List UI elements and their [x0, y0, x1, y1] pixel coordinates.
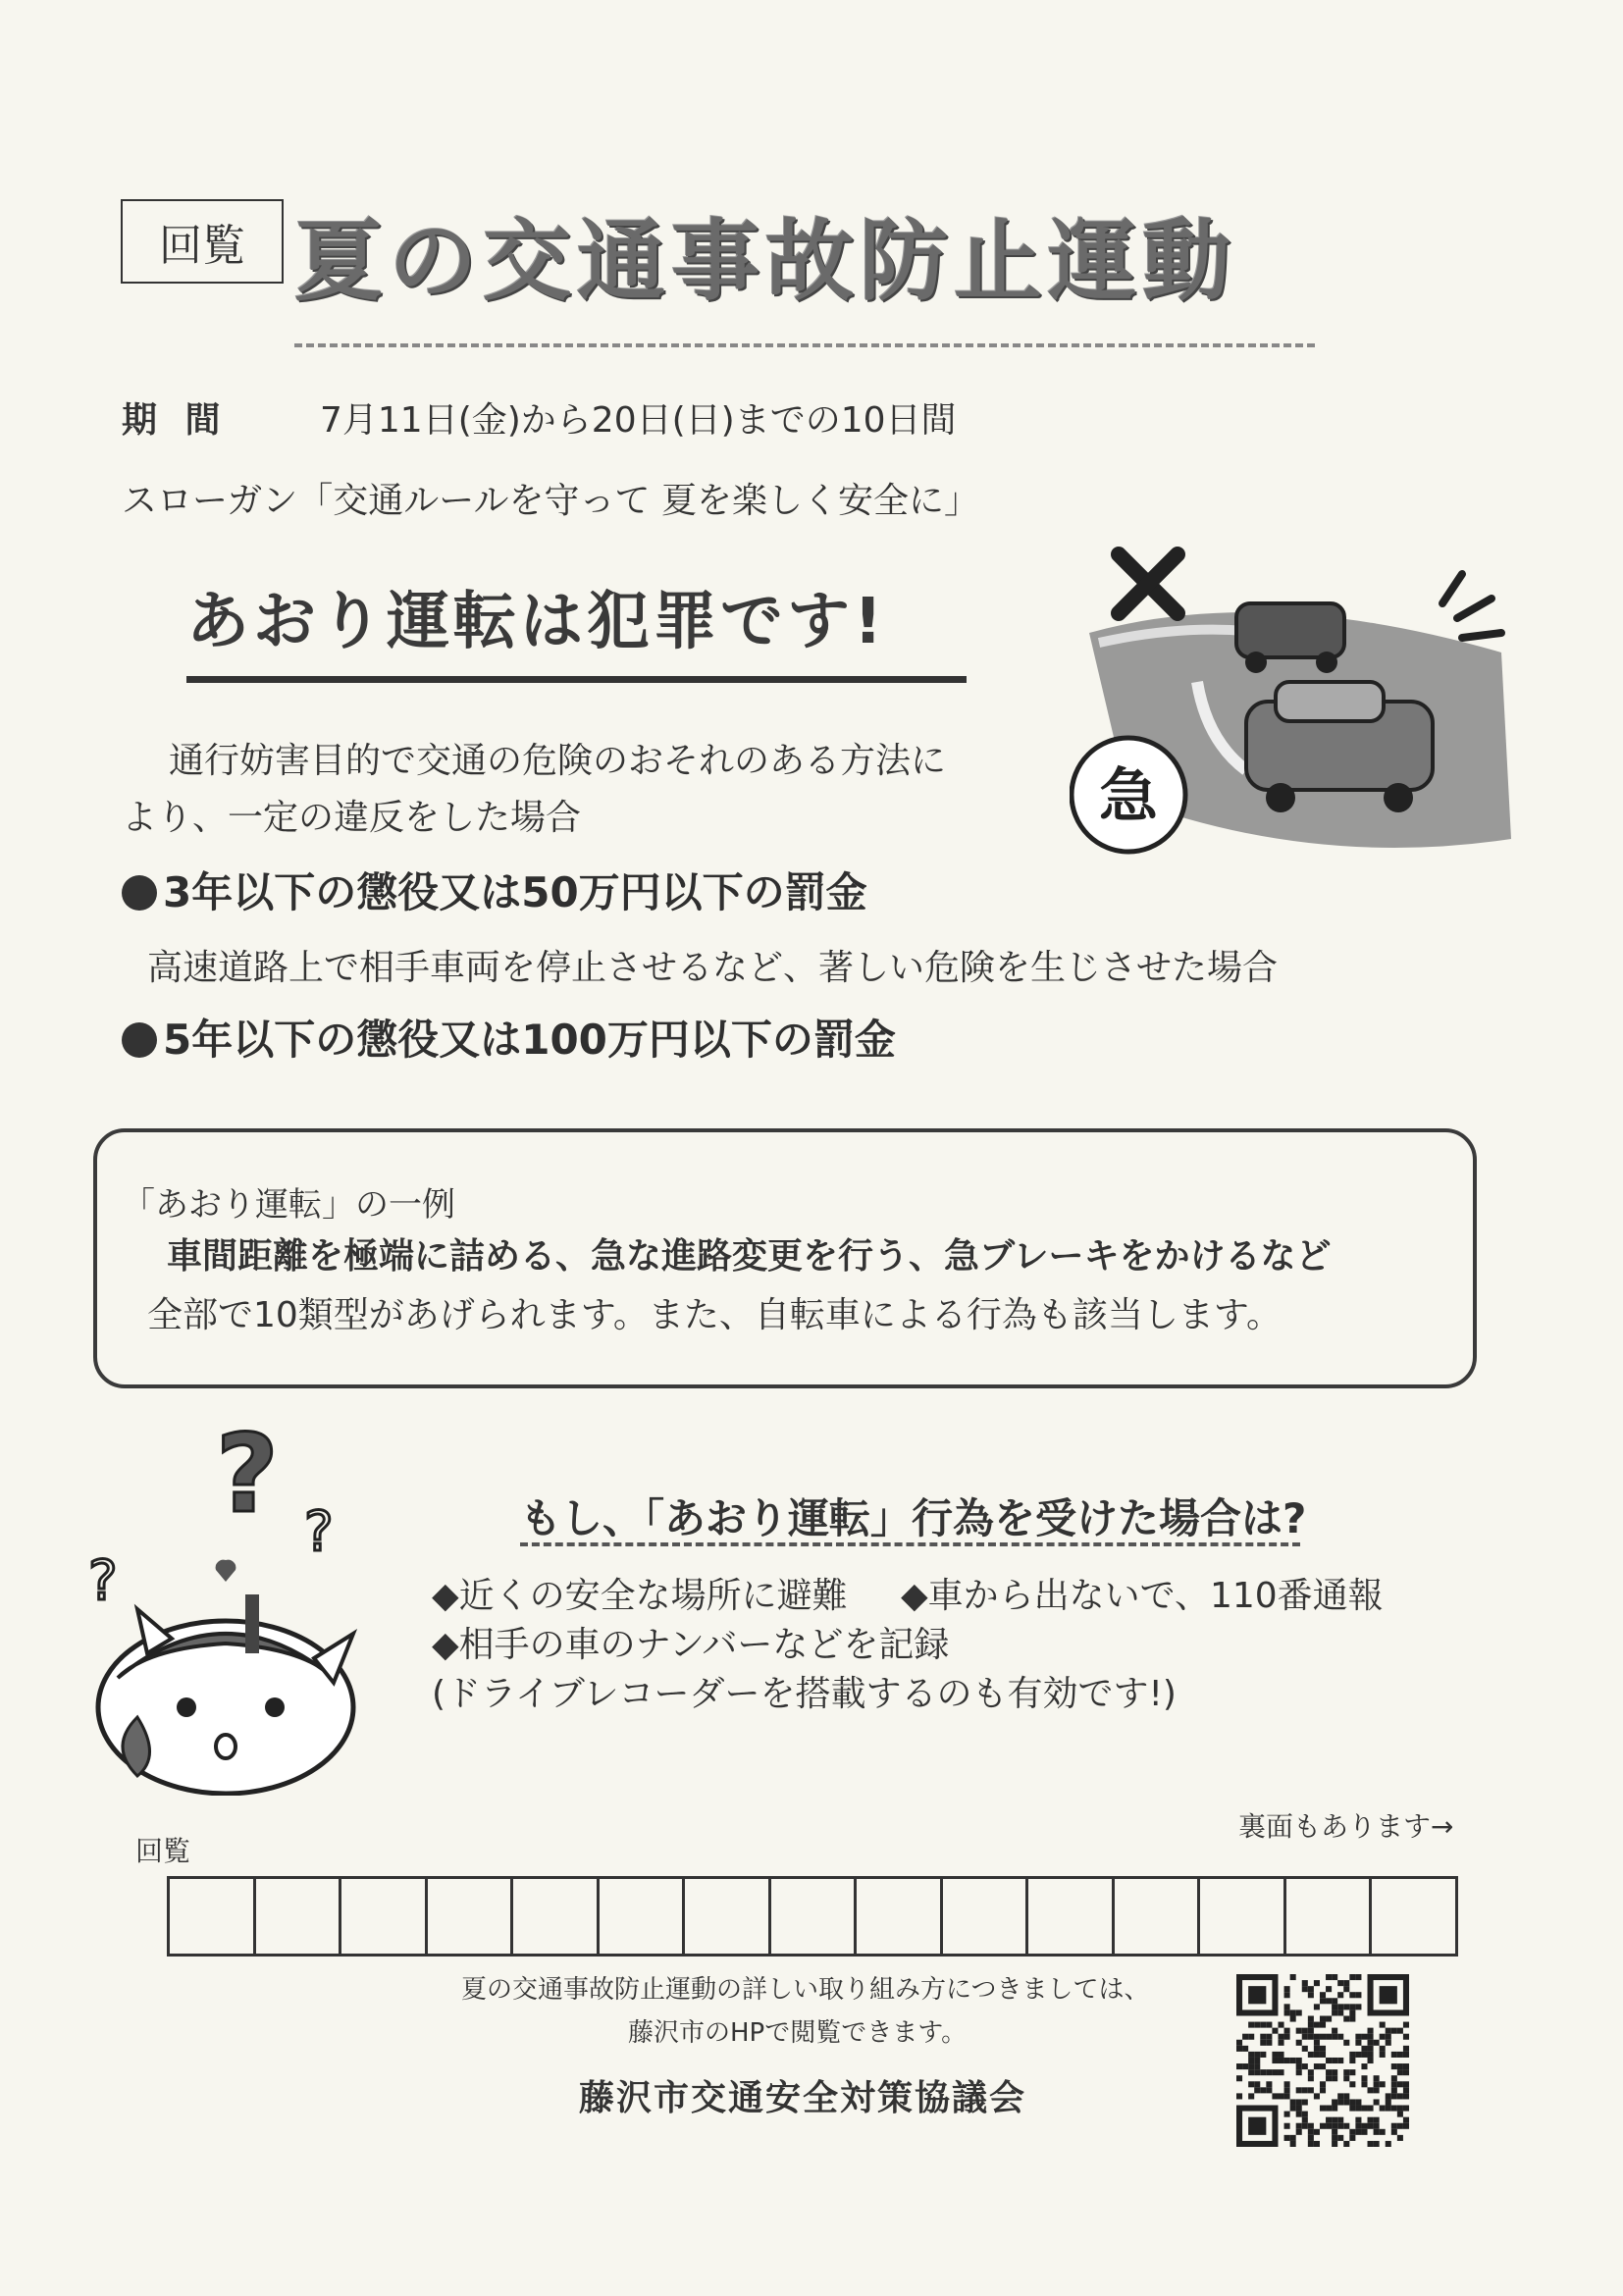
- aori-heading: あおり運転は犯罪です!: [186, 586, 887, 658]
- example-line2: 全部で10類型があげられます。また、自転車による行為も該当します。: [147, 1295, 1283, 1335]
- circulation-cell: [170, 1879, 256, 1954]
- footer-line1: 夏の交通事故防止運動の詳しい取り組み方につきましては、: [461, 1975, 1150, 2005]
- example-line1: 車間距離を極端に詰める、急な進路変更を行う、急ブレーキをかけるなど: [167, 1236, 1332, 1277]
- condition1-line1: 通行妨害目的で交通の危険のおそれのある方法に: [169, 741, 947, 781]
- condition2: 高速道路上で相手車両を停止させるなど、著しい危険を生じさせた場合: [147, 948, 1279, 988]
- action-call-110: ◆車から出ないで、110番通報: [901, 1576, 1384, 1616]
- circulation-cell: [685, 1879, 771, 1954]
- urgent-glyph: 急: [1099, 762, 1158, 831]
- circulation-cell: [256, 1879, 342, 1954]
- circulation-cell: [1115, 1879, 1201, 1954]
- organization-name: 藤沢市交通安全対策協議会: [579, 2078, 1027, 2118]
- slogan-value: 「交通ルールを守って 夏を楽しく安全に」: [297, 481, 980, 521]
- example-title: 「あおり運転」の一例: [122, 1185, 455, 1225]
- bullet-dot-icon: [122, 875, 157, 911]
- penalty1-text: 3年以下の懲役又は50万円以下の罰金: [163, 868, 867, 916]
- circulation-cell: [857, 1879, 943, 1954]
- penalty1: [122, 861, 867, 919]
- circulation-grid: [167, 1876, 1458, 1957]
- circulation-cell: [1200, 1879, 1286, 1954]
- svg-text:?: ?: [304, 1500, 334, 1564]
- action-note: (ドライブレコーダーを搭載するのも有効です!): [432, 1674, 1177, 1714]
- circulation-label: 回覧: [135, 1835, 191, 1867]
- condition1-line2: より、一定の違反をした場合: [122, 798, 582, 838]
- period-row: [122, 392, 957, 443]
- action-record-plate: ◆相手の車のナンバーなどを記録: [432, 1625, 950, 1665]
- circulation-cell: [771, 1879, 858, 1954]
- back-side-notice: 裏面もあります→: [1238, 1810, 1454, 1843]
- circulation-cell: [1372, 1879, 1455, 1954]
- circulation-badge: 回覧: [121, 199, 284, 284]
- qr-code-icon: [1236, 1974, 1409, 2147]
- circulation-cell: [428, 1879, 514, 1954]
- period-label: 期 間: [122, 400, 229, 441]
- aori-heading-underline: [186, 676, 967, 683]
- action-evacuate: ◆近くの安全な場所に避難: [432, 1576, 848, 1616]
- circulation-cell: [943, 1879, 1029, 1954]
- svg-text:?: ?: [88, 1549, 118, 1613]
- footer-line2: 藤沢市のHPで閲覧できます。: [628, 2018, 968, 2048]
- circulation-cell: [341, 1879, 428, 1954]
- penalty2-text: 5年以下の懲役又は100万円以下の罰金: [163, 1016, 896, 1064]
- penalty2: [122, 1008, 896, 1067]
- mascot-illustration: [79, 1423, 373, 1796]
- slogan-label: スローガン: [122, 481, 298, 521]
- if-received-underline: [520, 1542, 1300, 1546]
- svg-text:?: ?: [216, 1423, 279, 1537]
- page-title: 夏の交通事故防止運動: [294, 210, 1236, 313]
- circulation-cell: [600, 1879, 686, 1954]
- circulation-cell: [1028, 1879, 1115, 1954]
- title-underline: [294, 343, 1315, 347]
- slogan-row: [122, 473, 979, 523]
- circulation-cell: [513, 1879, 600, 1954]
- period-value: 7月11日(金)から20日(日)までの10日間: [320, 400, 957, 441]
- if-received-heading: もし、「あおり運転」行為を受けた場合は?: [520, 1494, 1307, 1542]
- circulation-cell: [1286, 1879, 1373, 1954]
- car-illustration: [1070, 545, 1521, 888]
- bullet-dot-icon: [122, 1022, 157, 1058]
